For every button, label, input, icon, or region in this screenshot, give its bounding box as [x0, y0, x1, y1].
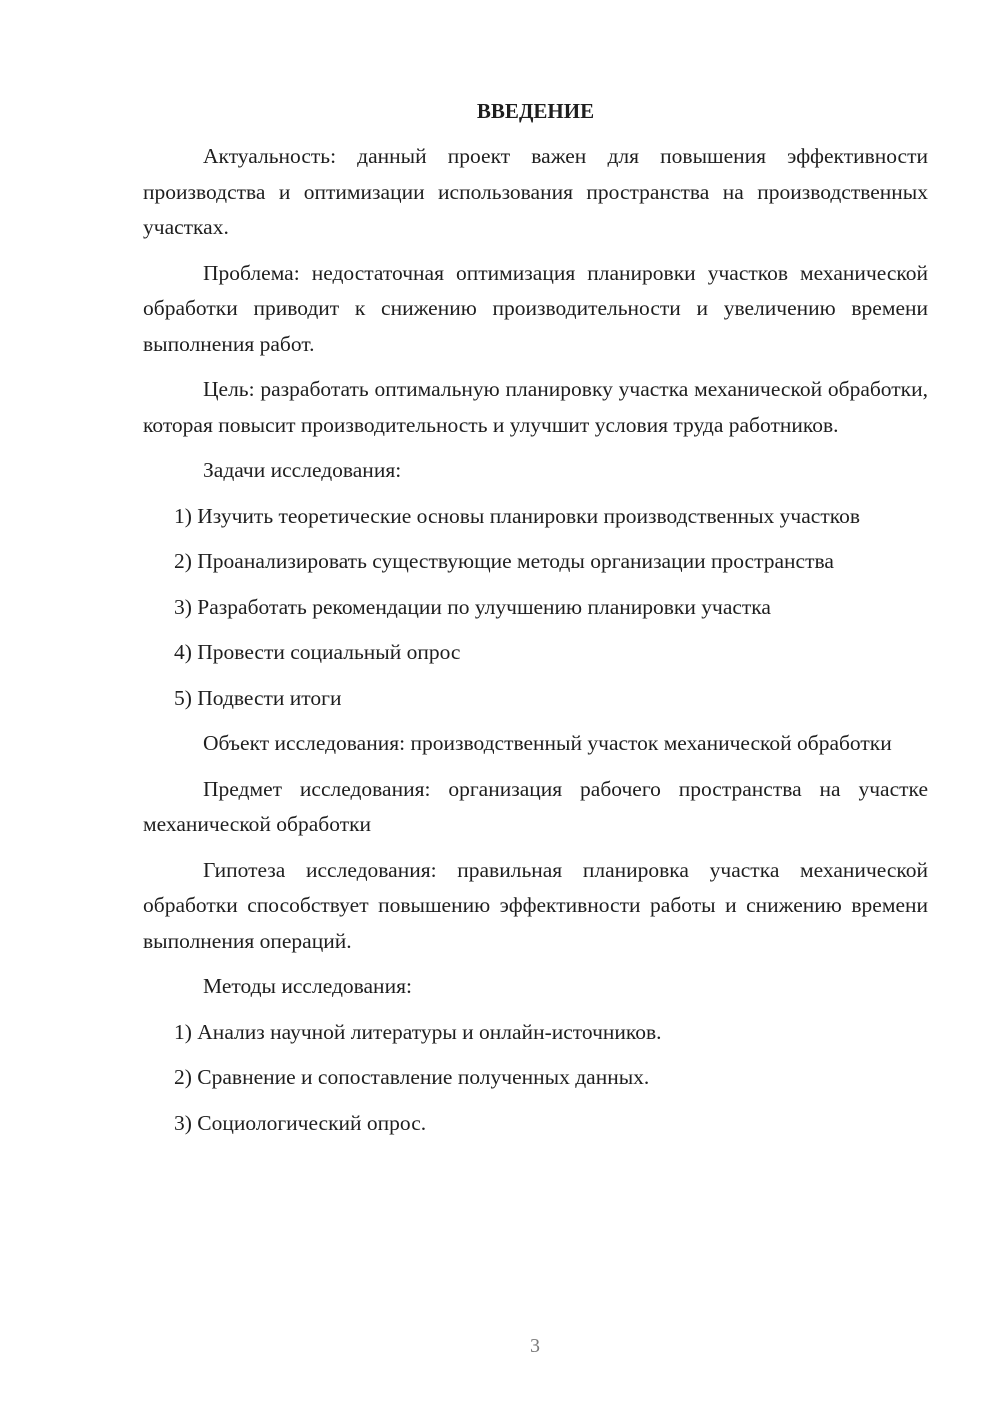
tasks-heading: Задачи исследования: [203, 458, 402, 482]
paragraph-goal: Цель: разработать оптимальную планировку участка механической обработки, которая повысит производительность и улучшит условия труда работников. [143, 377, 928, 437]
task-item-1: 1) Изучить теоретические основы планировки производственных участков [174, 503, 860, 528]
page-title: ВВЕДЕНИЕ [476, 99, 595, 123]
method-item-3: 3) Социологический опрос. [174, 1110, 427, 1135]
method-item-1: 1) Анализ научной литературы и онлайн-источников. [174, 1019, 662, 1044]
page-number: 3 [530, 1335, 540, 1357]
task-item-3: 3) Разработать рекомендации по улучшению планировки участка [174, 594, 771, 619]
paragraph-subject: Предмет исследования: организация рабочего пространства на участке механической обработки [143, 776, 928, 836]
paragraph-object: Объект исследования: производственный участок механической обработки [203, 731, 892, 755]
page-content [143, 95, 928, 1151]
methods-heading: Методы исследования: [203, 974, 412, 998]
paragraph-problem: Проблема: недостаточная оптимизация планировки участков механической обработки приводит к снижению производительности и увеличению времени выполнения работ. [143, 260, 928, 356]
task-item-4: 4) Провести социальный опрос [174, 640, 461, 664]
method-item-2: 2) Сравнение и сопоставление полученных данных. [174, 1065, 650, 1089]
task-item-2: 2) Проанализировать существующие методы организации пространства [174, 549, 834, 573]
task-item-5: 5) Подвести итоги [174, 685, 342, 710]
paragraph-hypothesis: Гипотеза исследования: правильная планировка участка механической обработки способствует повышению эффективности работы и снижению времени выполнения операций. [143, 857, 928, 953]
paragraph-relevance: Актуальность: данный проект важен для повышения эффективности производства и оптимизации использования пространства на производственных участках. [143, 144, 928, 239]
